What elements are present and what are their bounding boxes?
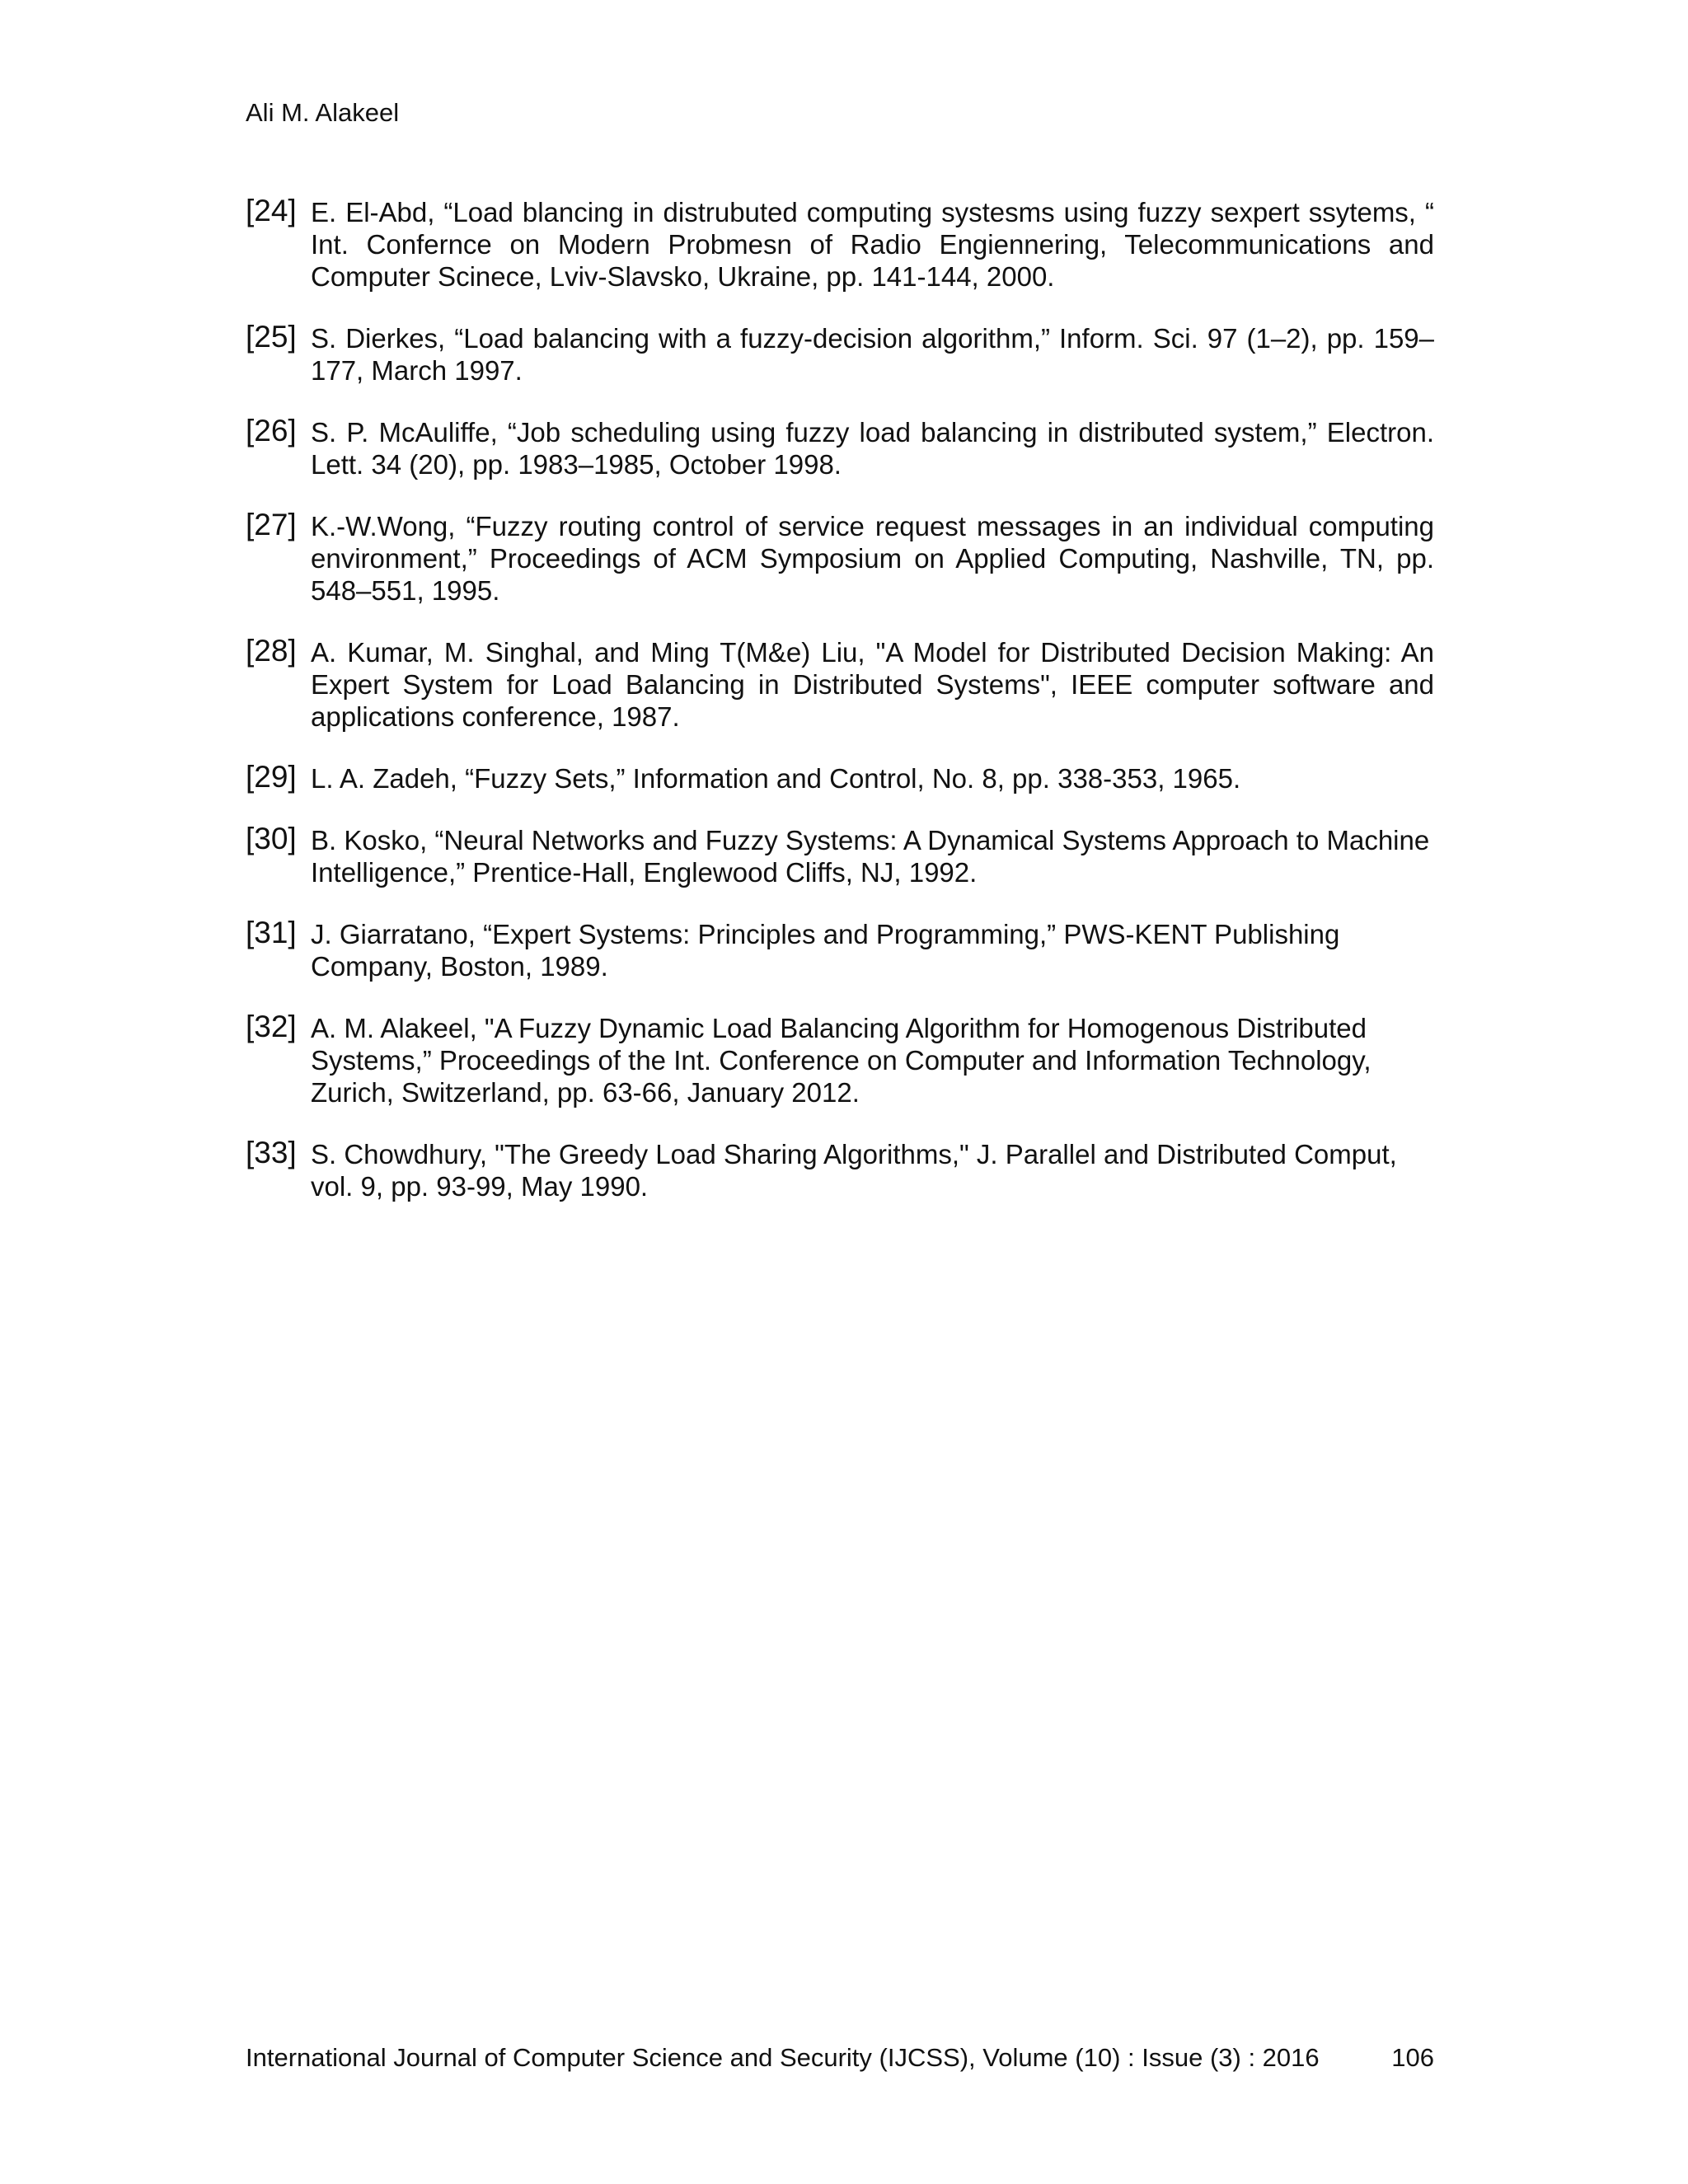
reference-number: [27]	[246, 508, 297, 541]
reference-number: [29]	[246, 760, 297, 794]
reference-list	[246, 196, 1434, 1232]
reference-item	[246, 322, 1434, 387]
reference-text: A. M. Alakeel, "A Fuzzy Dynamic Load Balancing Algorithm for Homogenous Distributed Systems,” Proceedings of the Int. Conference on Computer and Information Technology, Zurich, Switzerland, pp. 63-66, January 2012.	[311, 1013, 1372, 1108]
reference-text: E. El-Abd, “Load blancing in distrubuted computing systesms using fuzzy sexpert ssytems, “ Int. Confernce on Modern Probmesn of Radio Engiennering, Telecommunications and Computer Scinece, Lviv-Slavsko, Ukraine, pp. 141-144, 2000.	[311, 197, 1434, 292]
reference-item	[246, 510, 1434, 607]
reference-text: J. Giarratano, “Expert Systems: Principles and Programming,” PWS-KENT Publishing Company, Boston, 1989.	[311, 919, 1340, 982]
page-number: 106	[1391, 2043, 1434, 2072]
reference-item	[246, 1012, 1434, 1108]
reference-item	[246, 824, 1434, 888]
reference-item	[246, 1138, 1434, 1202]
reference-item	[246, 918, 1434, 982]
reference-text: S. Chowdhury, "The Greedy Load Sharing Algorithms," J. Parallel and Distributed Comput, vol. 9, pp. 93-99, May 1990.	[311, 1139, 1397, 1202]
reference-number: [24]	[246, 194, 297, 227]
reference-text: B. Kosko, “Neural Networks and Fuzzy Systems: A Dynamical Systems Approach to Machine Intelligence,” Prentice-Hall, Englewood Cliffs, NJ, 1992.	[311, 825, 1430, 888]
reference-item	[246, 636, 1434, 733]
reference-text: S. P. McAuliffe, “Job scheduling using fuzzy load balancing in distributed system,” Electron. Lett. 34 (20), pp. 1983–1985, October 1998.	[311, 417, 1434, 480]
reference-number: [26]	[246, 414, 297, 448]
running-header-author: Ali M. Alakeel	[246, 98, 400, 127]
reference-number: [30]	[246, 822, 297, 855]
reference-number: [28]	[246, 634, 297, 668]
footer-journal-name: International Journal of Computer Science and Security (IJCSS), Volume (10) : Issue (3) : 2016	[246, 2043, 1320, 2072]
reference-number: [31]	[246, 916, 297, 949]
reference-text: L. A. Zadeh, “Fuzzy Sets,” Information and Control, No. 8, pp. 338-353, 1965.	[311, 763, 1241, 794]
page-footer	[246, 2042, 1434, 2075]
reference-number: [33]	[246, 1136, 297, 1169]
reference-number: [25]	[246, 320, 297, 354]
reference-number: [32]	[246, 1010, 297, 1043]
reference-item	[246, 762, 1434, 794]
reference-item	[246, 196, 1434, 293]
reference-item	[246, 416, 1434, 480]
reference-text: A. Kumar, M. Singhal, and Ming T(M&e) Liu, "A Model for Distributed Decision Making: An Expert System for Load Balancing in Distributed Systems", IEEE computer software and applications conference, 1987.	[311, 637, 1434, 732]
reference-text: S. Dierkes, “Load balancing with a fuzzy-decision algorithm,” Inform. Sci. 97 (1–2), pp. 159–177, March 1997.	[311, 323, 1434, 386]
reference-text: K.-W.Wong, “Fuzzy routing control of service request messages in an individual computing environment,” Proceedings of ACM Symposium on Applied Computing, Nashville, TN, pp. 548–551, 1995.	[311, 511, 1434, 606]
